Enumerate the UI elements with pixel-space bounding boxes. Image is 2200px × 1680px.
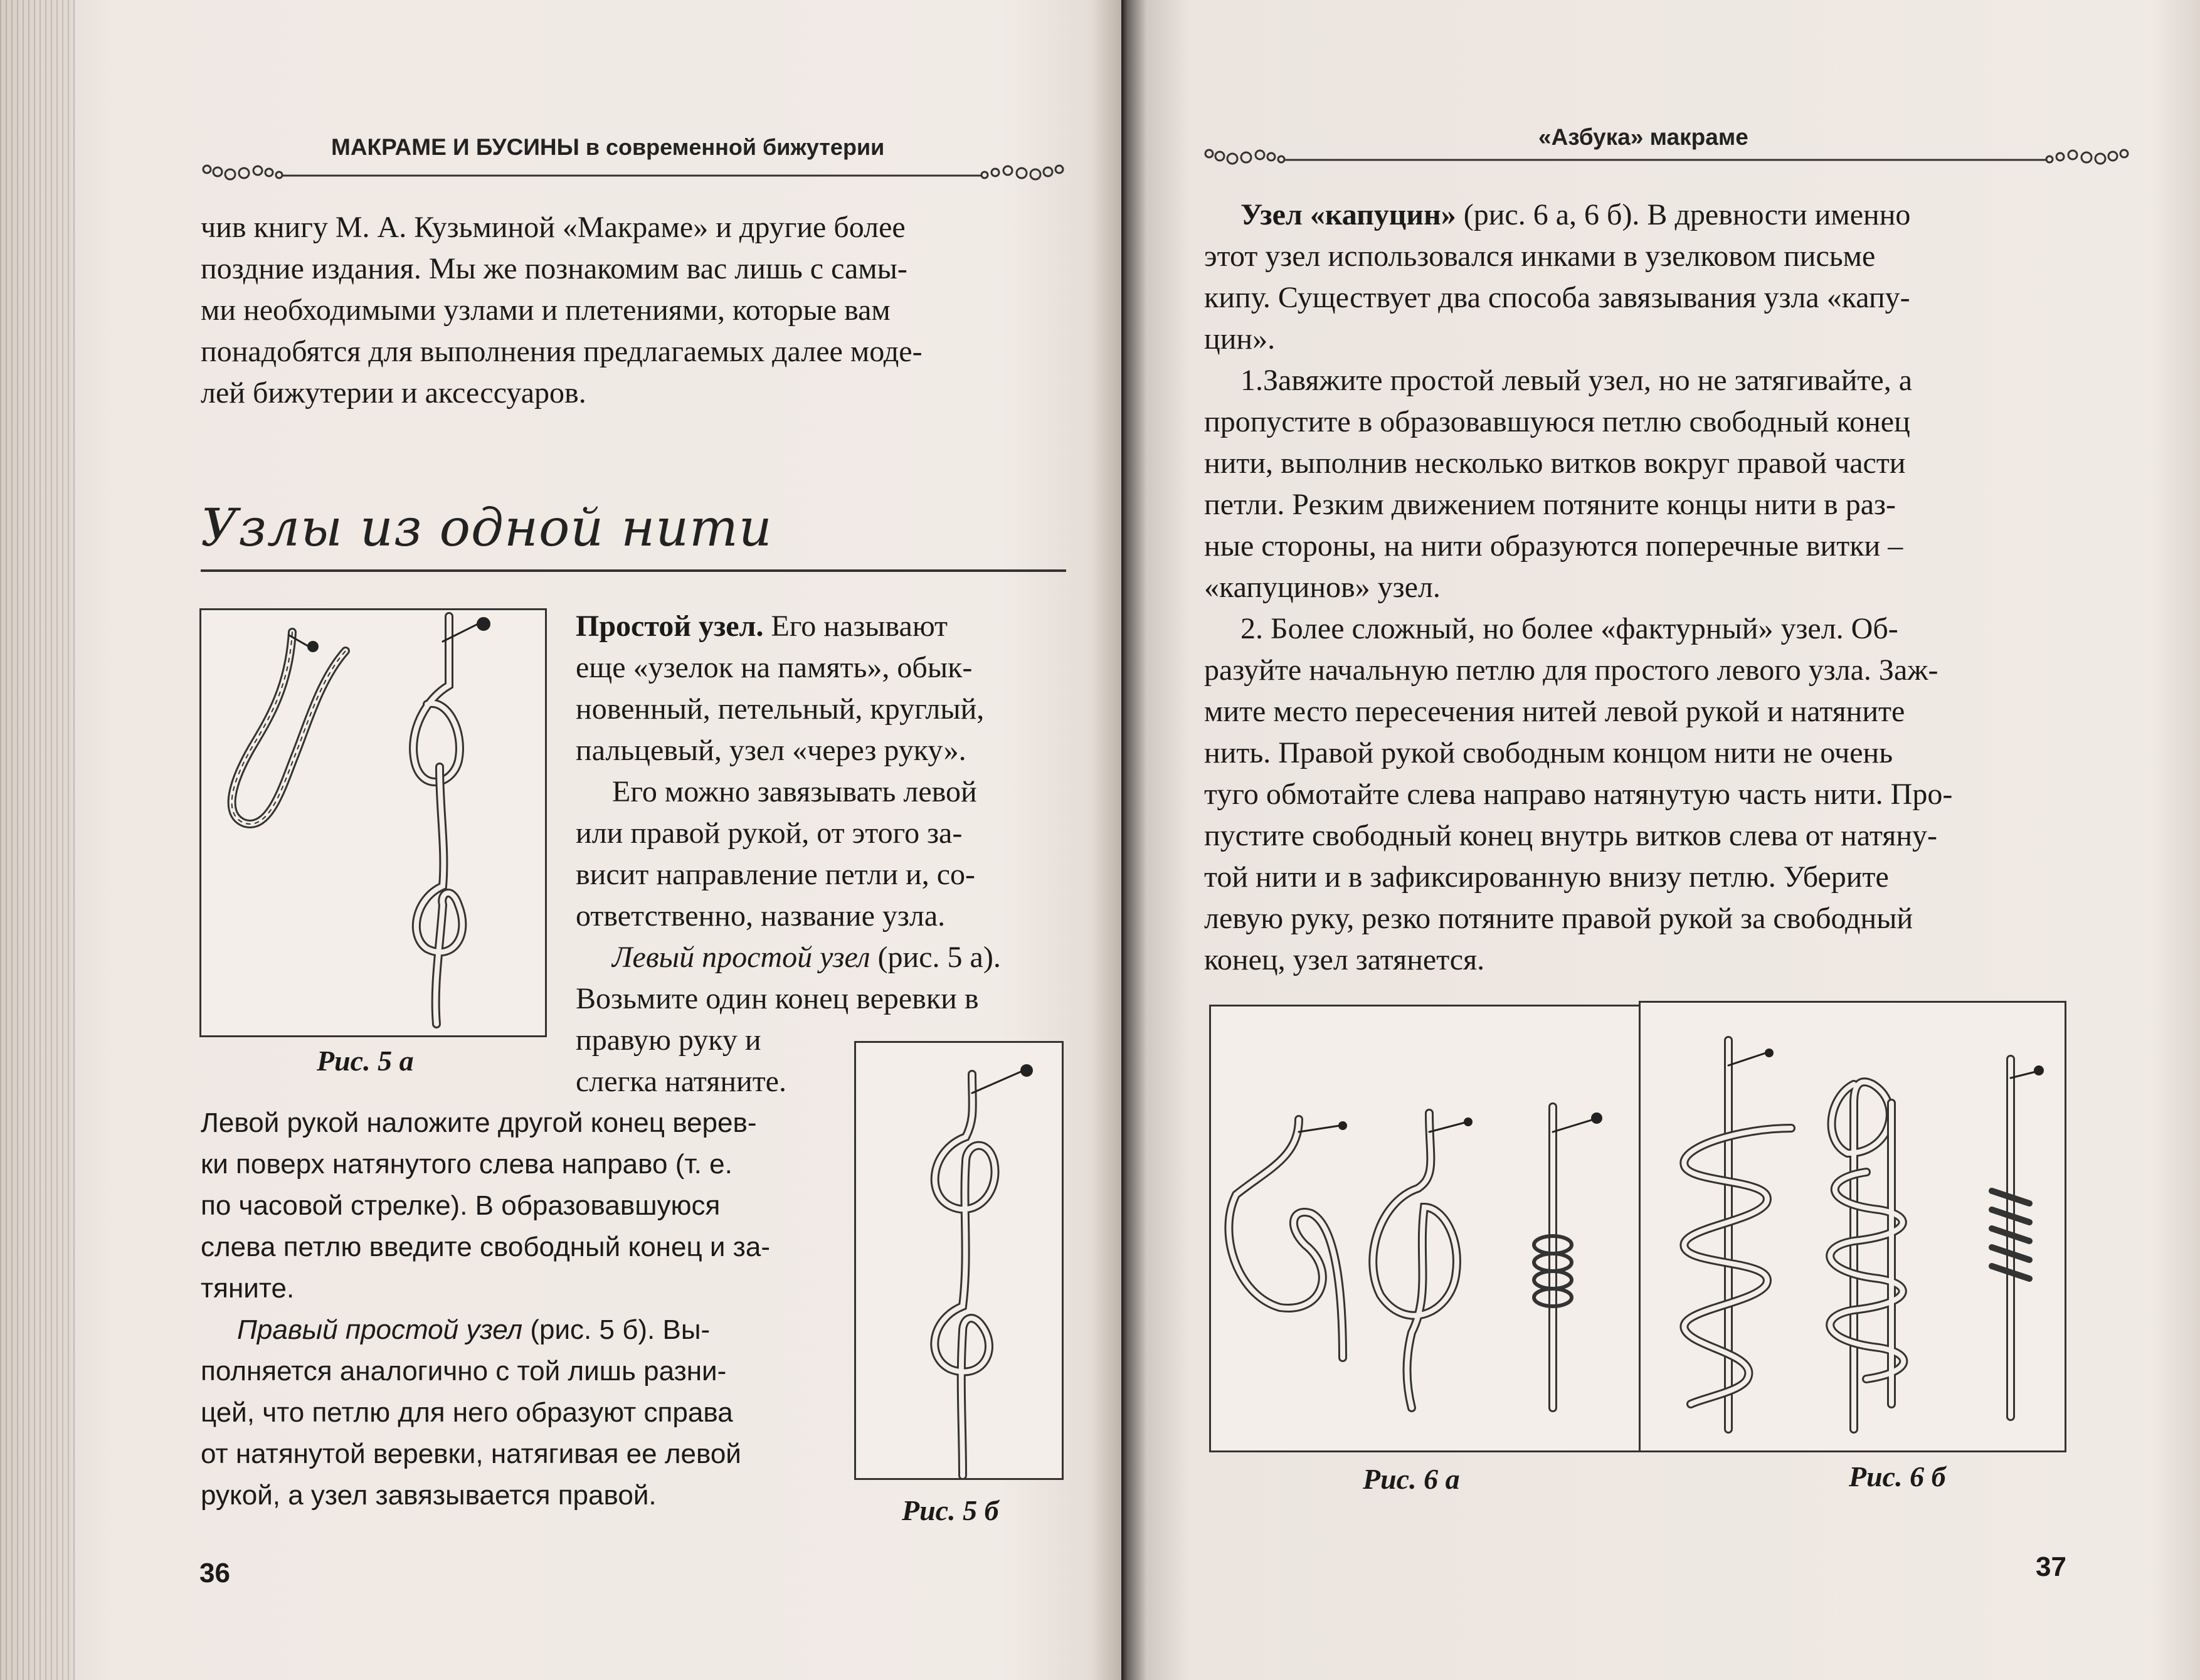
text-line: ные стороны, на нити образуются поперечные витки – <box>1204 529 1903 563</box>
term-capuchin: Узел «капуцин» <box>1240 198 1456 231</box>
caption-fig-6a: Рис. 6 а <box>1363 1463 1460 1495</box>
text-line <box>1204 194 2123 236</box>
left-knot-short-lines <box>576 1020 834 1102</box>
running-head-main: МАКРАМЕ И БУСИНЫ <box>331 134 579 160</box>
text-line: мите место пересечения нитей левой рукой и натяните <box>1204 695 1905 728</box>
text-line: 2. Более сложный, но более «фактурный» узел. Об- <box>1240 612 1898 645</box>
term-left-knot: Левый простой узел <box>612 941 870 974</box>
header-ornament-rule <box>198 157 1069 188</box>
running-head-right: «Азбука» макраме <box>1538 124 1748 150</box>
text-line: Его можно завязывать левой <box>612 775 977 808</box>
running-head-rest: в современной бижутерии <box>579 134 885 160</box>
figure-6a <box>1209 1005 1641 1452</box>
knot-illustration-5a <box>201 610 545 1035</box>
knot-illustration-5b <box>856 1043 1062 1478</box>
left-knot-continuation <box>201 1102 834 1309</box>
text-line: или правой рукой, от этого за- <box>576 816 963 850</box>
capuchin-text <box>1204 194 2123 981</box>
figure-5b <box>854 1041 1064 1480</box>
intro-paragraph <box>201 207 1066 414</box>
text-line: слегка натяните. <box>576 1065 786 1098</box>
text-line: разуйте начальную петлю для простого левого узла. Заж- <box>1204 653 1938 687</box>
text-line: ки поверх натянутого слева направо (т. е. <box>201 1149 732 1180</box>
text-line: 1.Завяжите простой левый узел, но не затягивайте, а <box>1240 364 1912 397</box>
knot-illustration-6b <box>1641 1003 2065 1450</box>
knot-illustration-6a <box>1211 1006 1639 1450</box>
text-span: (рис. 5 а). <box>870 941 1001 974</box>
heading-rule <box>201 569 1066 572</box>
text-line: понадобятся для выполнения предлагаемых далее моде- <box>201 335 923 368</box>
page-number-right: 37 <box>2036 1551 2066 1582</box>
text-line: лей бижутерии и аксессуаров. <box>201 376 586 409</box>
right-knot-paragraph <box>201 1309 834 1516</box>
text-line: этот узел использовался инками в узелковом письме <box>1204 240 1876 273</box>
text-line: туго обмотайте слева направо натянутую часть нити. Про- <box>1204 778 1953 811</box>
text-line: цей, что петлю для него образуют справа <box>201 1397 733 1428</box>
text-line <box>576 937 1066 978</box>
text-line: пальцевый, узел «через руку». <box>576 734 966 767</box>
section-heading: Узлы из одной нити <box>201 499 773 558</box>
text-span: (рис. 5 б). Вы- <box>522 1314 711 1345</box>
text-line: правую руку и <box>576 1023 761 1057</box>
text-line: ми необходимыми узлами и плетениями, которые вам <box>201 293 891 327</box>
text-line: цин». <box>1204 322 1276 356</box>
text-line: ответственно, название узла. <box>576 899 946 932</box>
text-span: Его называют <box>763 610 948 643</box>
text-line: петли. Резким движением потяните концы нити в раз- <box>1204 488 1896 521</box>
term-right-knot: Правый простой узел <box>237 1314 523 1345</box>
text-line: «капуцинов» узел. <box>1204 571 1441 604</box>
figure-5a <box>199 608 547 1037</box>
page-number-left: 36 <box>199 1558 230 1588</box>
text-line: новенный, петельный, круглый, <box>576 692 985 726</box>
page-edge <box>0 0 75 1680</box>
text-line: рукой, а узел завязывается правой. <box>201 1480 657 1511</box>
text-line: нити, выполнив несколько витков вокруг правой части <box>1204 446 1906 480</box>
figure-6b <box>1639 1001 2066 1452</box>
text-line: поздние издания. Мы же познакомим вас лишь с самы- <box>201 252 907 285</box>
text-line: Левой рукой наложите другой конец верев- <box>201 1107 757 1138</box>
text-line: конец, узел затянется. <box>1204 943 1485 976</box>
text-line <box>201 1309 834 1351</box>
caption-fig-5b: Рис. 5 б <box>902 1494 999 1526</box>
text-line: еще «узелок на память», обык- <box>576 651 973 684</box>
text-line: полняется аналогично с той лишь разни- <box>201 1356 727 1387</box>
simple-knot-paragraph <box>576 606 1066 1020</box>
text-line: по часовой стрелке). В образовавшуюся <box>201 1190 721 1221</box>
text-line: от натянутой веревки, натягивая ее левой <box>201 1439 741 1469</box>
caption-fig-5a: Рис. 5 а <box>317 1045 414 1077</box>
text-line: Возьмите один конец веревки в <box>576 982 979 1015</box>
caption-fig-6b: Рис. 6 б <box>1849 1461 1946 1492</box>
text-line: кипу. Существует два способа завязывания узла «капу- <box>1204 281 1910 314</box>
text-line: тяните. <box>201 1273 295 1304</box>
text-line <box>576 606 1066 647</box>
text-line: левую руку, резко потяните правой рукой за свободный <box>1204 902 1913 935</box>
text-line: той нити и в зафиксированную внизу петлю. Уберите <box>1204 860 1889 894</box>
text-line: висит направление петли и, со- <box>576 858 976 891</box>
text-span: (рис. 6 а, 6 б). В древности именно <box>1456 198 1911 231</box>
text-line: пустите свободный конец внутрь витков слева от натяну- <box>1204 819 1937 852</box>
text-line: чив книгу М. А. Кузьминой «Макраме» и другие более <box>201 211 906 244</box>
header-ornament-rule <box>1200 141 2140 172</box>
text-line: нить. Правой рукой свободным концом нити не очень <box>1204 736 1893 769</box>
right-page <box>1121 0 2200 1680</box>
text-line: пропустите в образовавшуюся петлю свободный конец <box>1204 405 1910 438</box>
term-simple-knot: Простой узел. <box>576 610 764 643</box>
text-line: слева петлю введите свободный конец и за- <box>201 1232 770 1262</box>
